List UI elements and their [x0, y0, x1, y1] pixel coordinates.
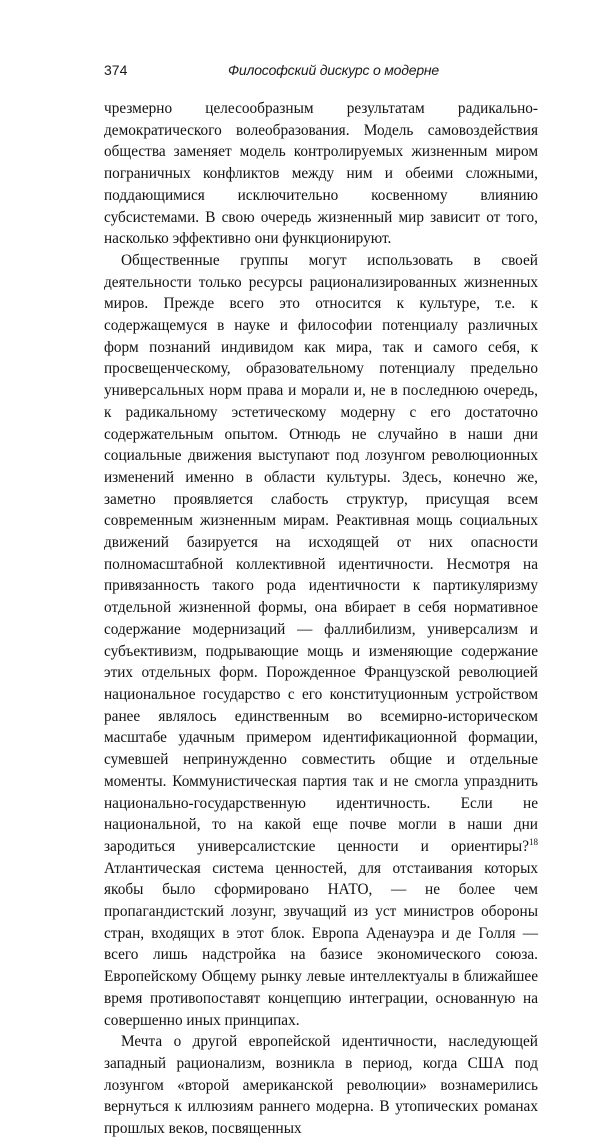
body-text	[104, 98, 538, 1140]
paragraph	[104, 1031, 538, 1140]
paragraph-text: Атлантическая система ценностей, для отстаивания которых якобы было сформировано НАТО, — не более чем пропагандистский лозунг, звучащий из уст министров обороны стран, входящих в этот блок. Европа Аденауэра и де Голля — всего лишь надстройка на базисе экономического союза. Европейскому Общему рынку левые интеллектуалы в ближайшее время противопоставят концепцию интеграции, основанную на совершенно иных принципах.	[104, 859, 538, 1029]
paragraph-continued	[104, 98, 538, 250]
page-number: 374	[104, 62, 128, 78]
paragraph-text: чрезмерно целесообразным результатам радикально-демократического волеобразования. Модель самовоздействия общества заменяет модель контролируемых жизненным миром пограничных конфликтов между ним и обеими сложными, поддающимися исключительно косвенному влиянию субсистемами. В свою очередь жизненный мир зависит от того, насколько эффективно они функционируют.	[104, 100, 538, 248]
running-title: Философский дискурс о модерне	[228, 62, 440, 78]
page-header	[104, 62, 540, 84]
paragraph-text: Мечта о другой европейской идентичности, наследующей западный рационализм, возникла в период, когда США под лозунгом «второй американской революции» вознамерились вернуться к иллюзиям раннего модерна. В утопических романах прошлых веков, посвященных	[104, 1033, 538, 1138]
paragraph-text: Общественные группы могут использовать в своей деятельности только ресурсы рационализированных жизненных миров. Прежде всего это относится к культуре, т.е. к содержащемуся в науке и философии потенциалу различных форм познаний индивидом как мира, так и самого себя, к просвещенческому, образовательному потенциалу предельно универсальных норм права и морали и, не в последнюю очередь, к радикальному эстетическому модерну с его достаточно содержательным опытом. Отнюдь не случайно в наши дни социальные движения выступают под лозунгом революционных изменений именно в области культуры. Здесь, конечно же, заметно проявляется слабость структур, присущая всем современным жизненным мирам. Реактивная мощь социальных движений базируется на исходящей от них опасности полномасштабной коллективной идентичности. Несмотря на привязанность такого рода идентичности к партикуляризму отдельной жизненной формы, она вбирает в себя нормативное содержание модернизаций — фаллибилизм, универсализм и субъективизм, подрывающие мощь и изменяющие содержание этих отдельных форм. Порожденное Французской революцией национальное государство с его конституционным устройством ранее являлось единственным во всемирно-историческом масштабе удачным примером идентификационной формации, сумевшей непринужденно совместить общие и отдельные моменты. Коммунистическая партия так и не смогла упразднить национально-государственную идентичность. Если не национальной, то на какой еще почве могли в наши дни зародиться универсалистские ценности и ориентиры?	[104, 251, 538, 855]
footnote-reference: 18	[529, 836, 538, 847]
paragraph	[104, 250, 538, 1031]
